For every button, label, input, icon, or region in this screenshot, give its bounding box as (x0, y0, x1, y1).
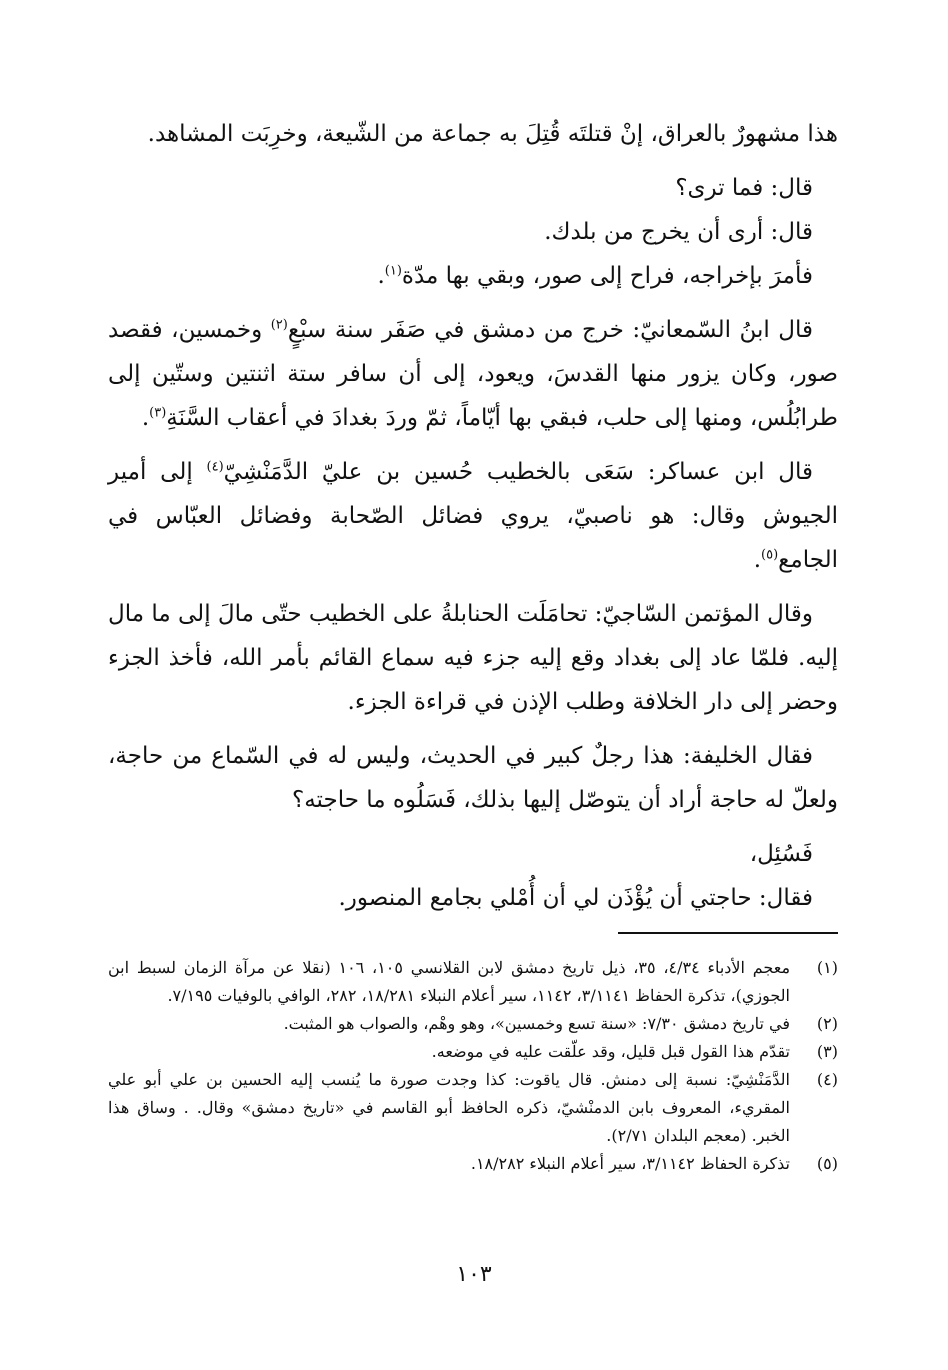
paragraph-caliph-text: فقال الخليفة: هذا رجلٌ كبير في الحديث، وليس له في السّماع من حاجة، ولعلّ له حاجة أراد أن يتوصّل إليها بذلك، فَسَلُوه ما حاجته؟ (108, 743, 838, 813)
paragraph-sajiy (108, 592, 838, 724)
paragraph-samani: قال ابنُ السّمعانيّ: خرج من دمشق في صَفَر سنة سبْعٍ$^{(٢)}$ وخمسين، فقصد صور، وكان يزور منها القدسَ، ويعود، إلى أن سافر ستة اثنتين وستّين إلى طرابُلُس، ومنها إلى حلب، فبقي بها أيّاماً، ثمّ وردَ بغدادَ في أعقاب السَّنَةِ$^{(٣)}$. (108, 317, 838, 431)
closing-line-1-text: فَسُئِل، (749, 841, 813, 867)
closing-line-2 (108, 876, 838, 920)
footnote-1-number: (١) (816, 958, 838, 977)
footnote-2 (108, 1010, 838, 1038)
footnote-ref-4[interactable]: (٤) (206, 459, 224, 475)
footnote-4-number: (٤) (816, 1070, 838, 1089)
closing-line-1 (108, 832, 838, 876)
main-text (108, 112, 838, 920)
paragraph-ibn-asakir-text-b: إلى أمير الجيوش وقال: هو ناصبيّ، يروي فضائل الصّحابة وفضائل العبّاس في الجامع (108, 459, 838, 573)
footnote-3 (108, 1038, 838, 1066)
paragraph-samani-text-a: قال ابنُ السّمعانيّ: خرج من دمشق في صَفَر سنة سبْعٍ (287, 317, 814, 343)
dialog-line-3-text: فأمرَ بإخراجه، فراح إلى صور، وبقي بها مدّة (401, 263, 813, 289)
footnote-2-text: في تاريخ دمشق ٧/٣٠: «سنة تسع وخمسين»، وهو وهْم، والصواب هو المثبت. (283, 1014, 790, 1033)
footnote-ref-3[interactable]: (٣) (149, 405, 167, 421)
footnote-ref-5[interactable]: (٥) (761, 547, 779, 563)
footnote-3-text: تقدّم هذا القول قبل قليل، وقد علّقت عليه في موضعه. (431, 1042, 790, 1061)
footnote-ref-2[interactable]: (٢) (270, 317, 288, 333)
paragraph-ibn-asakir: قال ابن عساكر: سَعَى بالخطيب حُسين بن عليّ الدَّمَنْشِيّ$^{(٤)}$ إلى أمير الجيوش وقال: هو ناصبيّ، يروي فضائل الصّحابة وفضائل العبّاس في الجامع$^{(٥)}$. (108, 459, 838, 573)
dialog-line-1-text: قال: فما ترى؟ (675, 175, 813, 201)
footnote-4-text: الدَّمَنْشِيّ: نسبة إلى دمنش. قال ياقوت: كذا وجدت صورة ما يُنسب إليه الحسين بن علي أبو علي المقريء، المعروف بابن الدمنْشيّ، ذكره الحافظ أبو القاسم في «تاريخ دمشق» وقال. . وساق هذا الخبر. (معجم البلدان ٢/٧١). (108, 1070, 790, 1145)
footnote-1-text: معجم الأدباء ٤/٣٤، ٣٥، ذيل تاريخ دمشق لابن القلانسي ١٠٥، ١٠٦ (نقلا عن مرآة الزمان لسبط ابن الجوزي)، تذكرة الحفاظ ٣/١١٤١، ١١٤٢، سير أعلام النبلاء ١٨/٢٨١، ٢٨٢، الوافي بالوفيات ٧/١٩٥. (108, 958, 791, 1005)
paragraph-1-text: هذا مشهورٌ بالعراق، إنْ قتلتَه قُتِلَ به جماعة من الشّيعة، وخرِبَت المشاهد. (147, 121, 838, 147)
paragraph-caliph (108, 734, 838, 822)
footnote-1 (108, 954, 838, 1010)
paragraph-samani-text-b: وخمسين، فقصد صور، وكان يزور منها القدسَ، ويعود، إلى أن سافر ستة اثنتين وستّين إلى طرابُلُس، ومنها إلى حلب، فبقي بها أيّاماً، ثمّ وردَ بغدادَ في أعقاب السَّنَةِ (108, 317, 838, 431)
footnote-3-number: (٣) (816, 1042, 838, 1061)
footnote-ref-1[interactable]: (١) (384, 263, 402, 279)
footnote-5-number: (٥) (816, 1154, 838, 1173)
paragraph-sajiy-text: وقال المؤتمن السّاجيّ: تحامَلَت الحنابلةُ على الخطيب حتّى مالَ إلى ما مال إليه. فلمّا عاد إلى بغداد وقع إليه جزء فيه سماع القائم بأمر الله، فأخذ الجزء وحضر إلى دار الخلافة وطلب الإذن في قراءة الجزء. (108, 601, 838, 715)
footnote-5-text: تذكرة الحفاظ ٣/١١٤٢، سير أعلام النبلاء ١٨/٢٨٢. (470, 1154, 790, 1173)
paragraph-ibn-asakir-text-a: قال ابن عساكر: سَعَى بالخطيب حُسين بن عليّ الدَّمَنْشِيّ (223, 459, 814, 485)
dialog-line-2 (108, 210, 838, 254)
closing-line-2-text: فقال: حاجتي أن يُؤْذَن لي أن أُمْلي بجامع المنصور. (338, 885, 813, 911)
footnotes (108, 954, 838, 1178)
footnote-5 (108, 1150, 838, 1178)
footnote-4 (108, 1066, 838, 1150)
dialog-line-3: فأمرَ بإخراجه، فراح إلى صور، وبقي بها مدّة$^{(١)}$. (377, 263, 813, 289)
footnote-2-number: (٢) (816, 1014, 838, 1033)
paragraph-1 (108, 112, 838, 156)
page-number: ١٠٣ (456, 1262, 492, 1287)
footnote-divider (618, 932, 838, 934)
dialog-line-2-text: قال: أرى أن يخرج من بلدك. (544, 219, 813, 245)
dialog-line-1 (108, 166, 838, 210)
